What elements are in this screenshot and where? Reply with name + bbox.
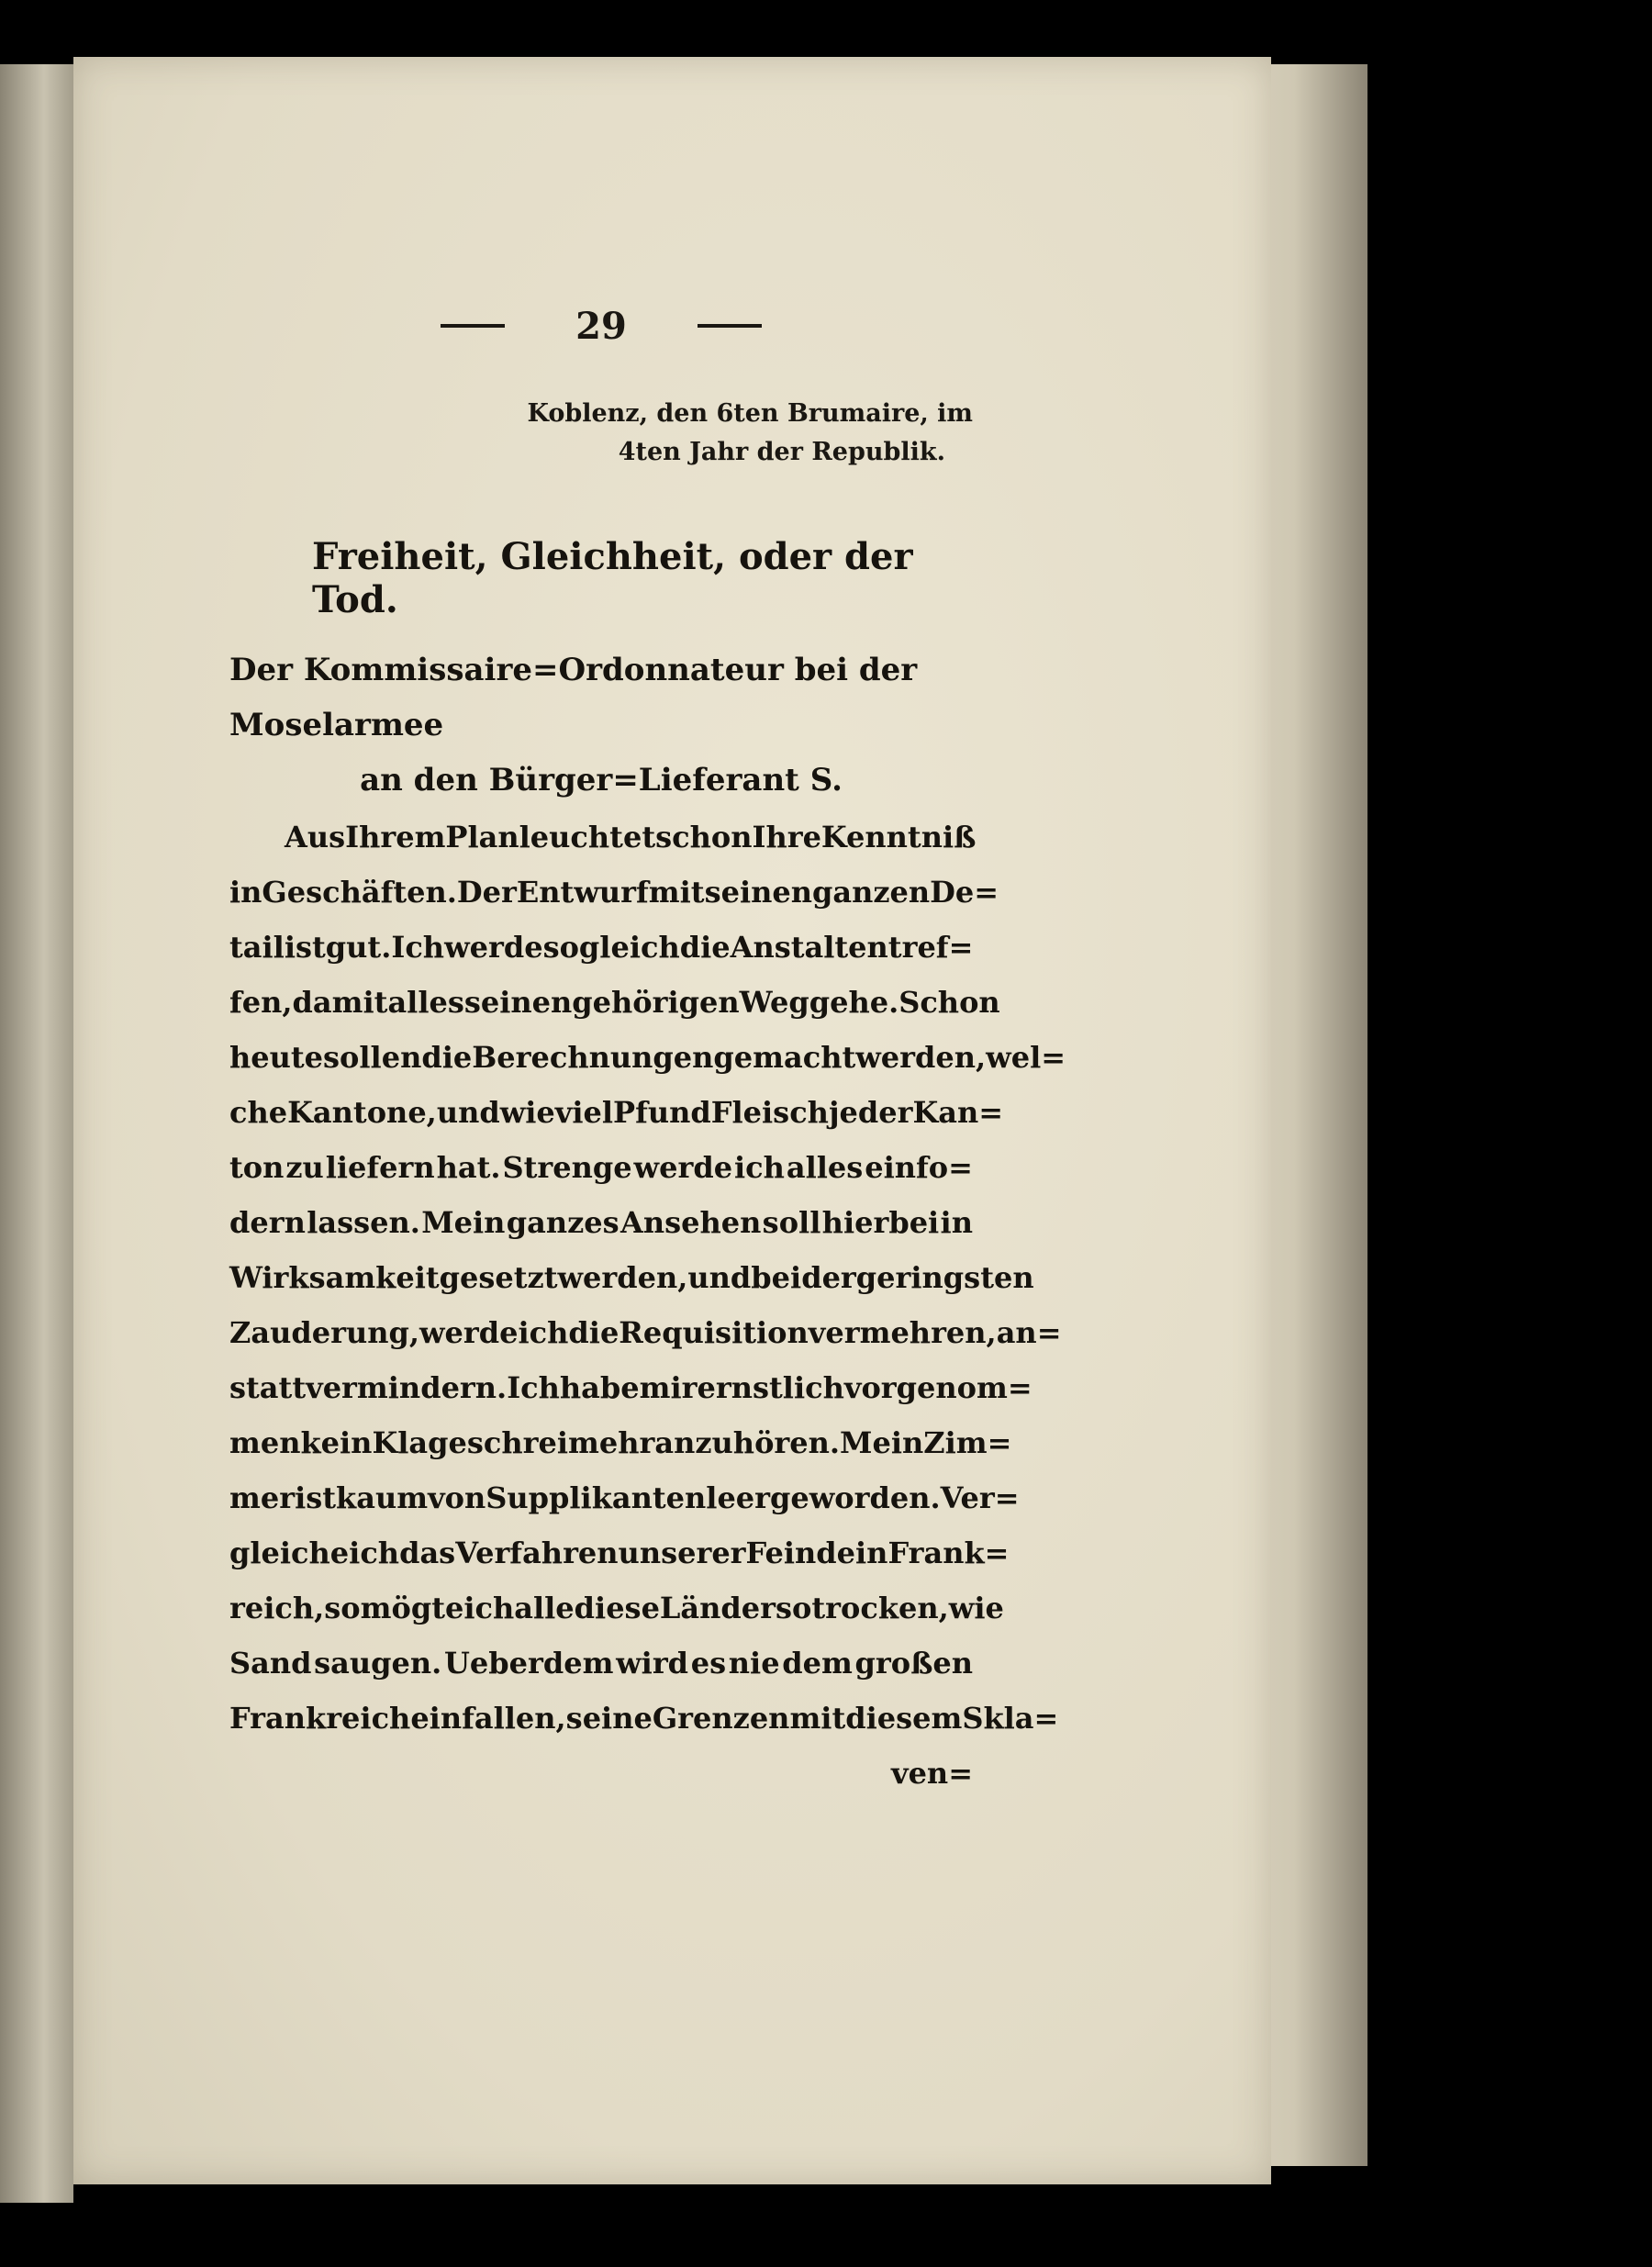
salutation-line-1: Der Kommissaire=Ordonnateur bei der Moselarmee <box>229 652 918 743</box>
motto-heading: Freiheit, Gleichheit, oder der Tod. <box>312 535 913 621</box>
body-line: men kein Klageschrei mehr anzuhören. Mein Zim= <box>229 1425 1012 1460</box>
body-line: Sand saugen. Ueberdem wird es nie dem großen <box>229 1646 973 1681</box>
salutation-line-2: an den Bürger=Lieferant S. <box>360 762 843 798</box>
page-number: 29 <box>575 304 627 348</box>
body-line: mer ist kaum von Supplikanten leer geworden. Ver= <box>229 1480 1020 1515</box>
body-line: dern lassen. Mein ganzes Ansehen soll hierbei in <box>229 1205 973 1240</box>
body-line: in Geschäften. Der Entwurf mit seinen ganzen De= <box>229 875 999 910</box>
header-dash-left <box>441 324 505 328</box>
body-line: ton zu liefern hat. Strenge werde ich alles einfo= <box>229 1150 973 1185</box>
body-line: reich, so mögte ich alle diese Länder so trocken, wie <box>229 1591 1004 1625</box>
body-line: gleiche ich das Verfahren unserer Feinde in Frank= <box>229 1536 1010 1570</box>
place-date <box>514 395 973 472</box>
body-text <box>229 810 1066 1801</box>
body-line: Frankreich einfallen, seine Grenzen mit diesem Skla= <box>229 1701 1059 1736</box>
facing-page-edge <box>0 64 73 2203</box>
body-line: Zauderung, werde ich die Requisition vermehren, an= <box>229 1315 1062 1350</box>
header-dash-right <box>698 324 762 328</box>
body-line: Wirksamkeit gesetzt werden, und bei der geringsten <box>229 1260 1034 1295</box>
place-date-line-1: Koblenz, den 6ten Brumaire, im <box>527 399 973 428</box>
body-line: tail ist gut. Ich werde sogleich die Anstalten tref= <box>229 930 974 965</box>
body-line: Aus Ihrem Plan leuchtet schon Ihre Kenntniß <box>285 820 977 854</box>
body-line: ven= <box>890 1756 973 1791</box>
body-line: fen, damit alles seinen gehörigen Weg gehe. Schon <box>229 985 1000 1020</box>
page-header <box>441 304 762 348</box>
salutation <box>229 642 973 808</box>
place-date-line-2: 4ten Jahr der Republik. <box>618 438 945 466</box>
body-line: statt vermindern. Ich habe mir ernstlich vorgenom= <box>229 1370 1032 1405</box>
body-line: heute sollen die Berechnungen gemacht werden, wel= <box>229 1040 1066 1075</box>
body-line: che Kantone, und wie viel Pfund Fleisch jeder Kan= <box>229 1095 1004 1130</box>
